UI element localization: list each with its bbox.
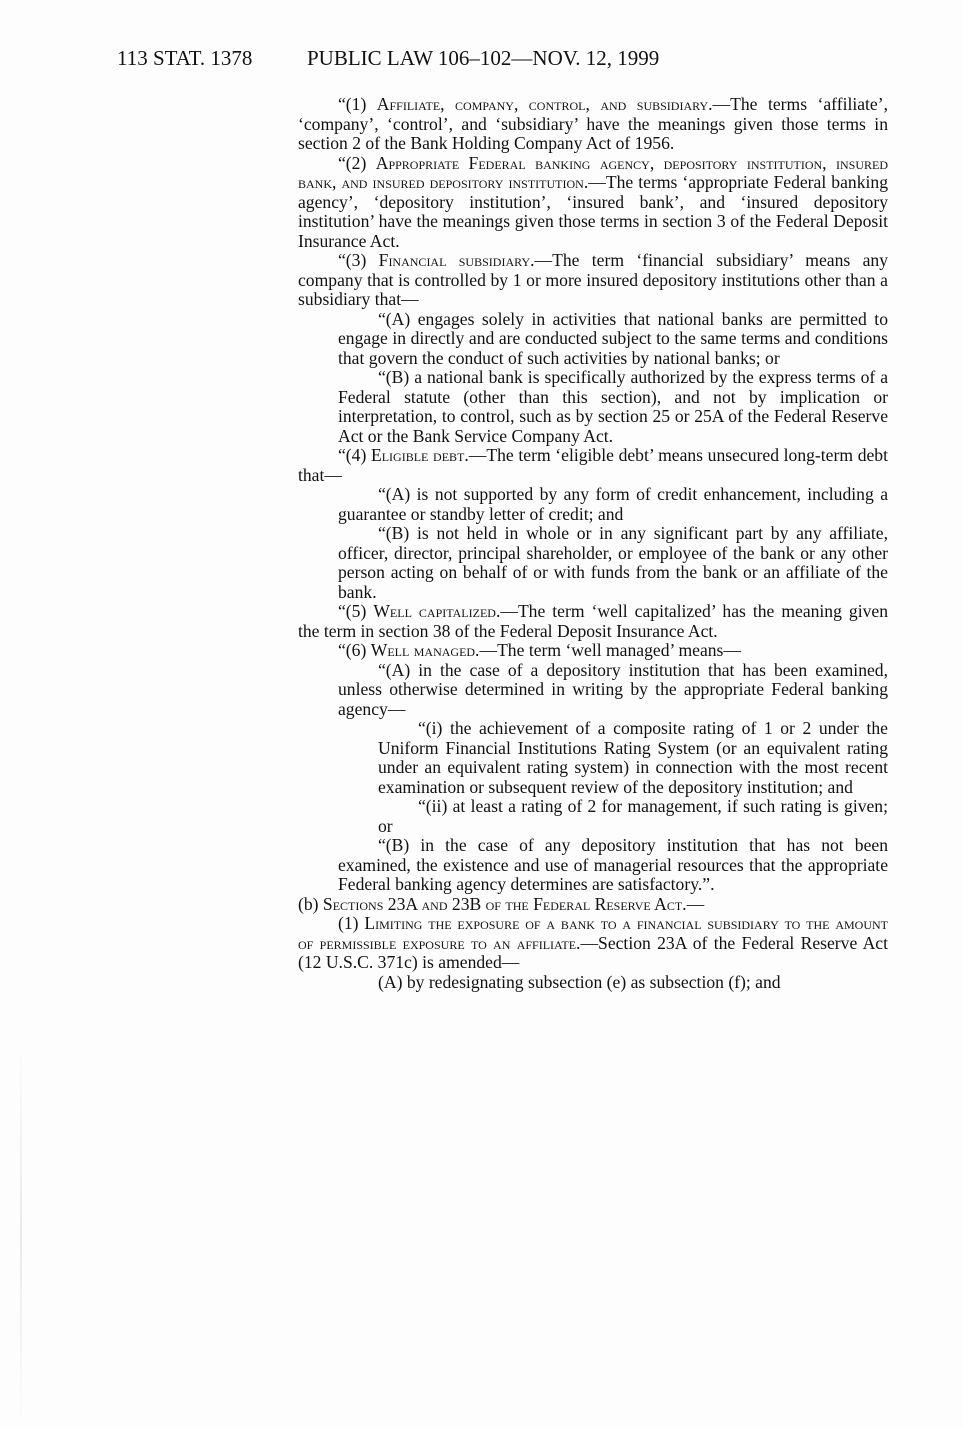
paragraph-number: “(3): [338, 250, 379, 270]
page-edge-shadow: [20, 1040, 22, 1429]
paragraph-text: “(ii) at least a rating of 2 for management, if such rating is given; or: [378, 796, 888, 836]
paragraph-text: “(A) is not supported by any form of credit enhancement, including a guarantee or standby letter of credit; and: [338, 484, 888, 524]
paragraph: [298, 154, 888, 252]
paragraph-text: “(A) in the case of a depository institution that has been examined, unless otherwise determined in writing by the appropriate Federal banking agency—: [338, 659, 888, 719]
paragraph-number: (1): [338, 913, 365, 933]
public-law-citation: PUBLIC LAW 106–102—NOV. 12, 1999: [307, 46, 660, 70]
paragraph: [298, 836, 888, 895]
paragraph-heading: Limiting the exposure of a bank to a financial subsidiary to the amount of permissible exposure to an affiliate.: [298, 913, 889, 953]
paragraph: [298, 797, 888, 836]
paragraph-text: “(B) a national bank is specifically authorized by the express terms of a Federal statute (other than this section), and not by implication or interpretation, to control, such as by section 25 or 25A of the Federal Reserve Act or the Bank Service Company Act.: [338, 367, 888, 446]
paragraph-number: “(6): [338, 640, 371, 660]
paragraph-text: —Section 23A of the Federal Reserve Act (12 U.S.C. 371c) is amended—: [298, 932, 888, 972]
paragraph-text: —The terms ‘affiliate’, ‘company’, ‘control’, and ‘subsidiary’ have the meanings given those terms in section 2 of the Bank Holding Company Act of 1956.: [298, 94, 889, 153]
paragraph-heading: Financial subsidiary.: [378, 250, 535, 270]
paragraph: [298, 368, 888, 446]
document-body: [298, 95, 888, 992]
paragraph-text: —The terms ‘appropriate Federal banking agency’, ‘depository institution’, ‘insured bank’, and ‘insured depository institution’ have the meanings given those terms in section 3 of the Federal Deposit Insurance Act.: [298, 172, 888, 251]
paragraph-heading: Appropriate Federal banking agency, depository institution, insured bank, and insured depository institution.: [298, 152, 888, 192]
paragraph: [298, 524, 888, 602]
paragraph: [298, 895, 888, 915]
paragraph-text: “(A) engages solely in activities that national banks are permitted to engage in directly and are conducted subject to the same terms and conditions that govern the conduct of such activities by national banks; or: [338, 308, 888, 368]
paragraph-text: (A) by redesignating subsection (e) as subsection (f); and: [378, 971, 781, 992]
paragraph: [298, 973, 888, 993]
paragraph-text: —The term ‘eligible debt’ means unsecured long-term debt that—: [298, 445, 888, 485]
paragraph-number: (b): [298, 893, 323, 914]
paragraph: [298, 310, 888, 369]
paragraph-heading: Well capitalized.: [373, 601, 501, 621]
paragraph-number: “(4): [338, 445, 371, 465]
paragraph-text: “(B) is not held in whole or in any significant part by any affiliate, officer, director, principal shareholder, or employee of the bank or any other person acting on behalf of or with funds from the bank or an affiliate of the bank.: [338, 523, 888, 602]
paragraph-heading: Affiliate, company, control, and subsidiary.: [376, 94, 713, 114]
paragraph-text: —The term ‘well managed’ means—: [479, 640, 741, 660]
paragraph-number: “(2): [338, 152, 376, 173]
paragraph: [298, 485, 888, 524]
paragraph-text: —The term ‘financial subsidiary’ means any company that is controlled by 1 or more insured depository institutions other than a subsidiary that—: [298, 250, 888, 309]
paragraph: [298, 95, 888, 154]
page-header: [117, 44, 857, 72]
paragraph-heading: Well managed.: [370, 640, 480, 660]
paragraph: [298, 641, 888, 661]
paragraph-heading: Eligible debt.: [370, 445, 469, 465]
paragraph-text: —The term ‘well capitalized’ has the meaning given the term in section 38 of the Federal Deposit Insurance Act.: [298, 601, 888, 641]
paragraph-number: “(1): [338, 94, 377, 114]
paragraph: [298, 719, 888, 797]
paragraph-text: “(B) in the case of any depository institution that has not been examined, the existence and use of managerial resources that the appropriate Federal banking agency determines are satisfactory.”.: [338, 835, 888, 894]
paragraph: [298, 914, 888, 973]
paragraph: [298, 602, 888, 641]
paragraph: [298, 661, 888, 720]
paragraph-number: “(5): [338, 601, 374, 621]
paragraph: [298, 251, 888, 310]
statute-citation: 113 STAT. 1378: [117, 46, 253, 70]
paragraph: [298, 446, 888, 485]
paragraph-heading: Sections 23A and 23B of the Federal Reserve Act.: [322, 893, 687, 914]
paragraph-text: —: [686, 893, 705, 914]
paragraph-text: “(i) the achievement of a composite rating of 1 or 2 under the Uniform Financial Institutions Rating System (or an equivalent rating under an equivalent rating system) in connection with the most recent examination or subsequent review of the depository institution; and: [378, 718, 888, 797]
